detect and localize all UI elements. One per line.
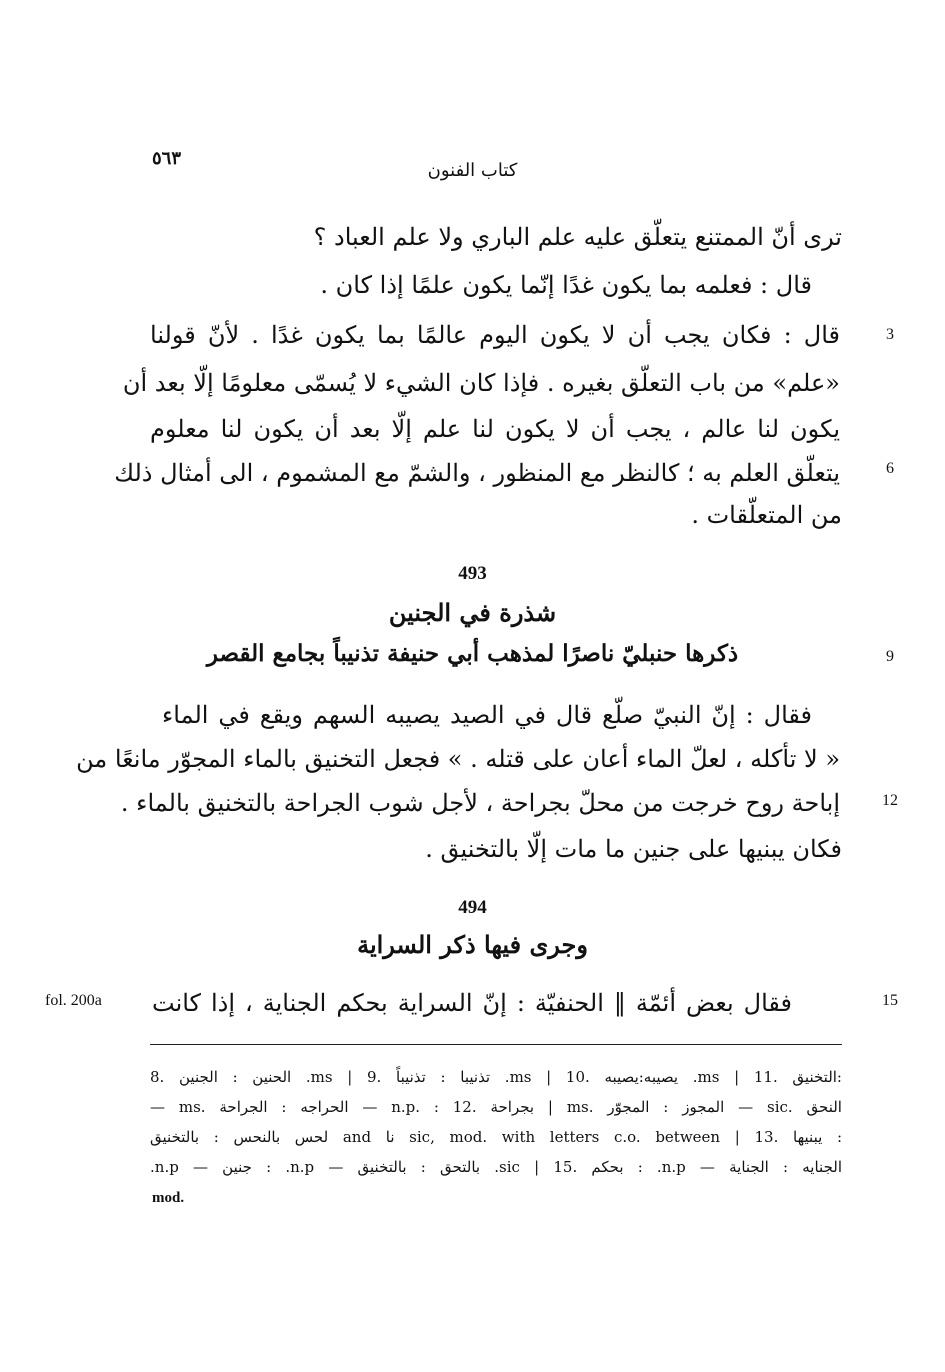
section-number: 494: [458, 897, 487, 918]
text-line: من المتعلّقات .: [691, 501, 842, 529]
text-line: ترى أنّ الممتنع يتعلّق عليه علم الباري ولا علم العباد ؟: [313, 223, 842, 251]
text-line: فقال : إنّ النبيّ صلّع قال في الصيد يصيبه السهم ويقع في الماء: [162, 701, 812, 729]
section-subtitle: ذكرها حنبليّ ناصرًا لمذهب أبي حنيفة تذنيباً بجامع القصر: [206, 640, 739, 667]
footnote-line: mod.: [152, 1190, 185, 1206]
line-number: 3: [886, 326, 894, 343]
folio-margin-note: fol. 200a: [45, 992, 102, 1009]
text-line: يكون لنا عالم ، يجب أن لا يكون لنا علم إلّا بعد أن يكون لنا معلوم: [150, 415, 840, 443]
footnote-rule: [150, 1044, 842, 1045]
line-number: 9: [886, 648, 894, 665]
text-line: قال : فكان يجب أن لا يكون اليوم عالمًا بما يكون غدًا . لأنّ قولنا: [150, 321, 840, 349]
footnote-line: الجنايه : الجناية — n.p. : بحكم .15 | sic. بالتحق : بالتخنيق — n.p. : جنين — n.p.: [150, 1158, 842, 1176]
text-line: إباحة روح خرجت من محلّ بجراحة ، لأجل شوب الجراحة بالتخنيق بالماء .: [120, 789, 840, 817]
line-number: 15: [882, 992, 898, 1009]
line-number: 12: [882, 792, 898, 809]
section-number: 493: [458, 563, 487, 584]
text-line: قال : فعلمه بما يكون غدًا إنّما يكون علمًا إذا كان .: [320, 271, 812, 299]
text-line: فقال بعض أئمّة ‖ الحنفيّة : إنّ السراية بحكم الجناية ، إذا كانت: [152, 989, 792, 1017]
running-title: كتاب الفنون: [427, 160, 518, 181]
text-line: « لا تأكله ، لعلّ الماء أعان على قتله . » فجعل التخنيق بالماء المجوّر مانعًا من: [76, 745, 840, 773]
text-line: فكان يبنيها على جنين ما مات إلّا بالتخنيق .: [425, 835, 842, 863]
footnote-line: : يبنيها .13 | sic, mod. with letters c.o. between نا and لحس بالنحس : بالتخنيق: [150, 1128, 842, 1146]
section-title: شذرة في الجنين: [388, 598, 557, 627]
text-line: يتعلّق العلم به ؛ كالنظر مع المنظور ، والشمّ مع المشموم ، الى أمثال ذلك: [114, 459, 840, 487]
line-number: 6: [886, 460, 894, 477]
page-number: ٥٦٣: [152, 148, 182, 169]
text-line: «علم» من باب التعلّق بغيره . فإذا كان الشيء لا يُسمّى معلومًا إلّا بعد أن: [122, 369, 840, 397]
footnote-line: — ms. الحراجه : الجراحة — n.p. : بجراحة .12 | ms. المجوز : المجوّر — sic. النحق: [150, 1098, 842, 1116]
footnote-line: :التخنيق .11 | ms. يصيبه:يصيبه .10 | ms. تذنيبا : تذنيباً .9 | ms. الحنين : الجنين .8: [150, 1068, 842, 1086]
section-title: وجرى فيها ذكر السراية: [357, 930, 588, 959]
